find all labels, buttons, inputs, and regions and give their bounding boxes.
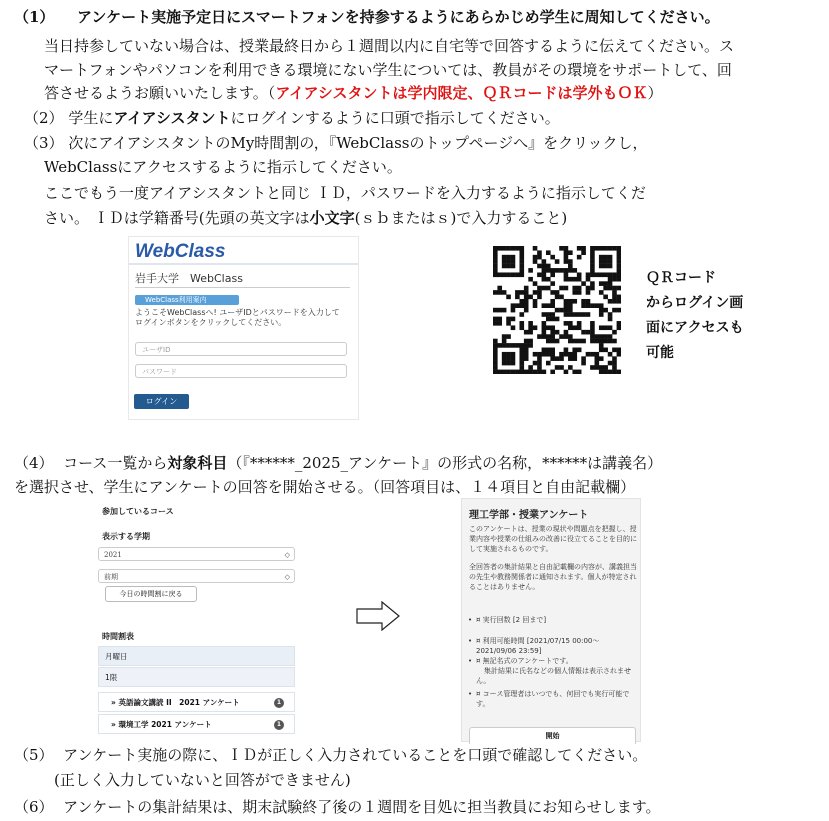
survey-intro: このアンケートは、授業の現状や問題点を把握し、授業内容や授業の仕組みの改善に役立てることを目的にして実施されるものです。 [469,525,637,553]
course-link-1[interactable]: » 英語論文講読 II 2021 アンケート 1 [98,692,295,712]
item-5-line-1: （5） アンケート実施の際に、ＩＤが正しく入力されていることを口頭で確認してください。 [14,746,648,764]
item-3-line-2: WebClassにアクセスするように指示してください。 [44,158,402,176]
qr-caption-line: 可能 [646,345,674,361]
webclass-logo: WebClass [135,241,226,262]
today-timetable-button[interactable]: 今日の時間割に戻る [105,586,197,602]
bullet-icon: • [468,690,473,698]
year-select[interactable]: 2021 ◇ [98,547,295,561]
university-title: 岩手大学 WebClass [135,272,243,285]
survey-title: 理工学部・授業アンケート [469,510,589,521]
courses-heading: 参加しているコース [102,507,174,516]
logo-divider [129,263,358,265]
survey-period: • ¤ 利用可能時間 [2021/07/15 00:00～2021/09/06 23:59] [468,637,600,655]
qr-caption-line: 面にアクセスも [646,320,744,336]
webclass-login-screenshot [128,236,359,420]
course-link-2[interactable]: » 環境工学 2021 アンケート 1 [98,714,295,734]
survey-attempts: • ¤ 実行回数 [2 回まで] [468,616,547,624]
item-1-number: （1） [14,8,55,26]
course-list-screenshot [98,498,297,742]
item-1-line-3: マートフォンやパソコンを利用できる環境にない学生については、教員がその環境をサポートして、回 [44,61,732,79]
survey-notice: 全回答者の集計結果と自由記載欄の内容が、講義担当の先生や教務関係者に通知されます。個人が特定されることはありません。 [469,563,637,591]
header-divider [135,287,350,288]
bullet-icon: • [468,637,473,645]
qr-caption [646,266,776,366]
count-badge: 1 [274,698,284,708]
item-5-line-2: (正しく入力していないと回答ができません) [54,771,351,789]
term-label: 表示する学期 [102,532,150,541]
qr-caption-line: からログイン画 [646,295,744,311]
bullet-icon: • [468,657,473,665]
help-link[interactable]: WebClass利用案内 [135,295,239,305]
survey-screenshot [461,498,641,742]
user-id-input[interactable]: ユーザID [135,342,347,356]
item-4-line-1: （4） コース一覧から対象科目（『******_2025_アンケート』の形式の名称，******は講義名） [14,454,663,472]
red-note: アイアシスタントは学内限定、ＱＲコードは学外もＯＫ [275,84,648,102]
select-chevron-icon: ◇ [284,551,290,559]
item-1-title: アンケート実施予定日にスマートフォンを持参するようにあらかじめ学生に周知してください。 [77,8,720,26]
semester-select[interactable]: 前期 ◇ [98,569,295,583]
login-button[interactable]: ログイン [134,394,189,409]
period-row: 1限 [98,667,295,687]
qr-caption-line: ＱＲコード [646,270,716,286]
item-6: （6） アンケートの集計結果は、期末試験終了後の１週間を目処に担当教員にお知らせします。 [14,798,661,816]
item-2: （2） 学生にアイアシスタントにログインするように口頭で指示してください。 [24,109,560,127]
item-3-line-3: ここでもう一度アイアシスタントと同じ ＩＤ，パスワードを入力するように指示してくだ [44,184,646,202]
survey-admin-note: • ¤ コース管理者はいつでも、何回でも実行可能です。 [468,690,630,708]
select-chevron-icon: ◇ [284,573,290,581]
right-arrow-icon [356,601,400,631]
bullet-icon: • [468,616,473,624]
item-3-line-4: さい。 ＩＤは学籍番号(先頭の英文字は小文字(ｓｂまたはｓ)で入力すること) [44,209,568,227]
item-4-line-2: を選択させ、学生にアンケートの回答を開始させる。（回答項目は、１４項目と自由記載欄） [14,478,636,496]
count-badge: 1 [274,720,284,730]
timetable-heading: 時間割表 [102,632,134,641]
password-input[interactable]: パスワード [135,364,347,378]
qr-code-icon [493,246,621,374]
item-1-line-2: 当日持参していない場合は、授業最終日から１週間以内に自宅等で回答するように伝えてください。ス [44,37,735,55]
welcome-message: ようこそWebClassへ! ユーザIDとパスワードを入力してログインボタンをクリックしてください。 [135,308,340,327]
start-survey-button[interactable]: 開始 [469,727,636,744]
item-1-line-4: 答させるようお願いいたします。（アイアシスタントは学内限定、ＱＲコードは学外もＯＫ） [44,84,663,102]
item-3-line-1: （3） 次にアイアシスタントのMy時間割の，『WebClassのトップページへ』をクリックし， [24,134,648,152]
survey-anonymous: • ¤ 無記名式のアンケートです。 集計結果に氏名などの個人情報は表示されません。 [468,657,631,685]
day-row: 月曜日 [98,646,295,666]
qr-code[interactable] [493,246,621,374]
